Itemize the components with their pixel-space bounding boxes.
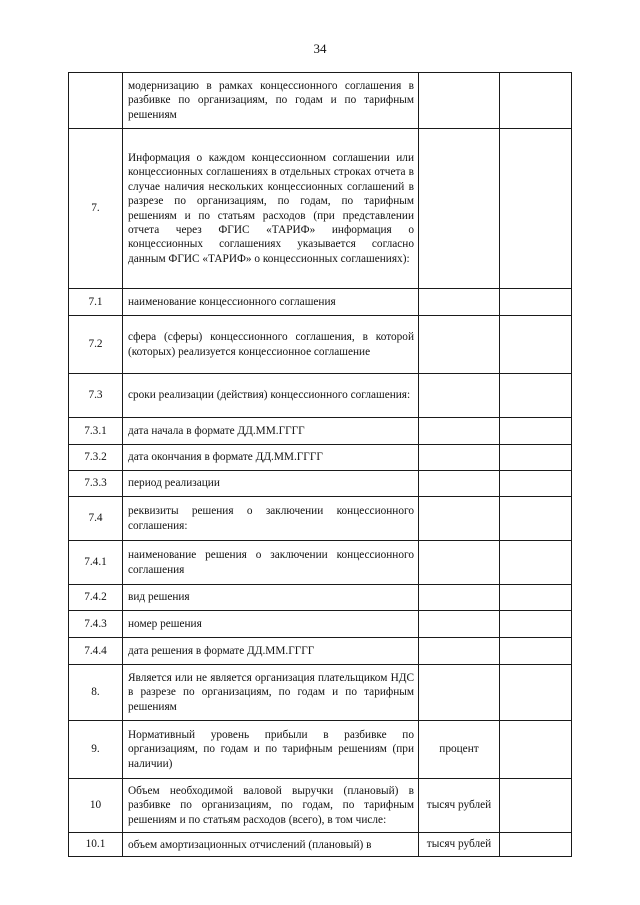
requirements-table bbox=[68, 72, 572, 857]
row-number: 7.4.4 bbox=[69, 638, 123, 665]
row-description: Информация о каждом концессионном соглашении или концессионных соглашениях в отдельных строках отчета в случае наличия нескольких концессионных соглашений в разрезе по организациям, по годам, по тарифным решениям и по статьям расходов (при представлении отчета через ФГИС «ТАРИФ» информация о концессионных соглашениях указывается согласно данным ФГИС «ТАРИФ» о концессионных соглашениях): bbox=[123, 129, 419, 289]
row-description: наименование решения о заключении концессионного соглашения bbox=[123, 541, 419, 585]
row-unit bbox=[419, 374, 500, 418]
row-unit bbox=[419, 497, 500, 541]
row-description: сфера (сферы) концессионного соглашения, в которой (которых) реализуется концессионное соглашение bbox=[123, 316, 419, 374]
row-number: 7.1 bbox=[69, 289, 123, 316]
row-number: 7.2 bbox=[69, 316, 123, 374]
row-unit bbox=[419, 611, 500, 638]
table-row bbox=[69, 833, 572, 857]
row-number: 7.4.1 bbox=[69, 541, 123, 585]
table-row bbox=[69, 497, 572, 541]
table-row bbox=[69, 289, 572, 316]
table-row bbox=[69, 471, 572, 497]
row-description: вид решения bbox=[123, 585, 419, 611]
row-description: сроки реализации (действия) концессионного соглашения: bbox=[123, 374, 419, 418]
table-row bbox=[69, 585, 572, 611]
row-number: 7.4 bbox=[69, 497, 123, 541]
row-value-cell bbox=[500, 73, 572, 129]
row-number: 8. bbox=[69, 665, 123, 721]
row-value-cell bbox=[500, 418, 572, 445]
row-value-cell bbox=[500, 374, 572, 418]
table-row bbox=[69, 638, 572, 665]
table-row bbox=[69, 129, 572, 289]
row-description: реквизиты решения о заключении концессионного соглашения: bbox=[123, 497, 419, 541]
row-number bbox=[69, 73, 123, 129]
table-row bbox=[69, 779, 572, 833]
row-unit bbox=[419, 289, 500, 316]
table-row bbox=[69, 665, 572, 721]
row-value-cell bbox=[500, 471, 572, 497]
row-unit bbox=[419, 129, 500, 289]
row-unit bbox=[419, 638, 500, 665]
row-unit bbox=[419, 665, 500, 721]
table-row bbox=[69, 73, 572, 129]
row-number: 7.4.2 bbox=[69, 585, 123, 611]
row-description-text: объем амортизационных отчислений (плановый) в bbox=[128, 838, 372, 851]
row-description bbox=[123, 833, 419, 857]
row-description: наименование концессионного соглашения bbox=[123, 289, 419, 316]
row-value-cell bbox=[500, 541, 572, 585]
table-row bbox=[69, 445, 572, 471]
row-value-cell bbox=[500, 833, 572, 857]
row-unit bbox=[419, 316, 500, 374]
row-description: дата окончания в формате ДД.ММ.ГГГГ bbox=[123, 445, 419, 471]
row-value-cell bbox=[500, 497, 572, 541]
row-value-cell bbox=[500, 585, 572, 611]
row-value-cell bbox=[500, 638, 572, 665]
row-number: 7. bbox=[69, 129, 123, 289]
row-value-cell bbox=[500, 129, 572, 289]
row-unit bbox=[419, 445, 500, 471]
row-number: 10 bbox=[69, 779, 123, 833]
table-row bbox=[69, 721, 572, 779]
table-row bbox=[69, 316, 572, 374]
row-number: 7.3.2 bbox=[69, 445, 123, 471]
table-row bbox=[69, 374, 572, 418]
row-description: модернизацию в рамках концессионного соглашения в разбивке по организациям, по годам и по тарифным решениям bbox=[123, 73, 419, 129]
row-value-cell bbox=[500, 316, 572, 374]
row-value-cell bbox=[500, 665, 572, 721]
table-row bbox=[69, 611, 572, 638]
page-number: 34 bbox=[313, 41, 327, 56]
row-description: Является или не является организация плательщиком НДС в разрезе по организациям, по годам и по тарифным решениям bbox=[123, 665, 419, 721]
row-description: дата начала в формате ДД.ММ.ГГГГ bbox=[123, 418, 419, 445]
table-row bbox=[69, 418, 572, 445]
row-unit: тысяч рублей bbox=[419, 833, 500, 857]
row-description: период реализации bbox=[123, 471, 419, 497]
row-unit bbox=[419, 585, 500, 611]
row-value-cell bbox=[500, 779, 572, 833]
row-number: 7.3 bbox=[69, 374, 123, 418]
row-description: Объем необходимой валовой выручки (плановый) в разбивке по организациям, по годам, по тарифным решениям и по статьям расходов (всего), в том числе: bbox=[123, 779, 419, 833]
table-row bbox=[69, 541, 572, 585]
row-number: 10.1 bbox=[69, 833, 123, 857]
row-number: 7.4.3 bbox=[69, 611, 123, 638]
row-unit: процент bbox=[419, 721, 500, 779]
row-value-cell bbox=[500, 721, 572, 779]
row-number: 9. bbox=[69, 721, 123, 779]
row-unit bbox=[419, 541, 500, 585]
row-unit bbox=[419, 73, 500, 129]
row-value-cell bbox=[500, 611, 572, 638]
row-description: дата решения в формате ДД.ММ.ГГГГ bbox=[123, 638, 419, 665]
row-unit: тысяч рублей bbox=[419, 779, 500, 833]
row-unit bbox=[419, 418, 500, 445]
row-value-cell bbox=[500, 289, 572, 316]
row-unit bbox=[419, 471, 500, 497]
row-description: номер решения bbox=[123, 611, 419, 638]
row-description: Нормативный уровень прибыли в разбивке по организациям, по годам и по тарифным решениям (при наличии) bbox=[123, 721, 419, 779]
row-value-cell bbox=[500, 445, 572, 471]
row-number: 7.3.3 bbox=[69, 471, 123, 497]
row-number: 7.3.1 bbox=[69, 418, 123, 445]
